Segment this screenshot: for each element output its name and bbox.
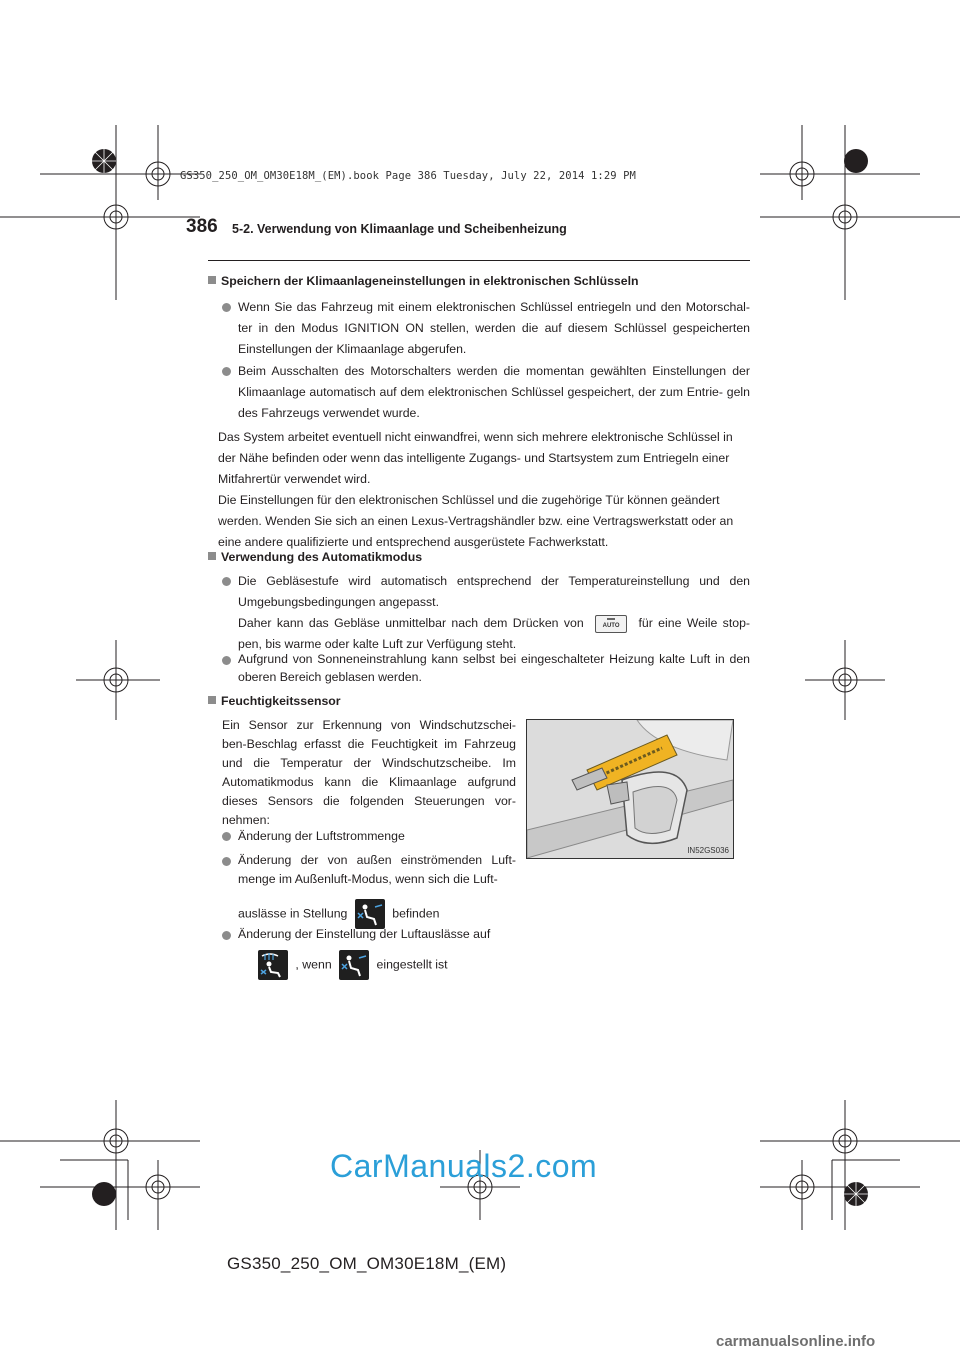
watermark-carmanuals2: CarManuals2.com (330, 1148, 598, 1184)
footer-code: GS350_250_OM_OM30E18M_(EM) (227, 1254, 507, 1273)
auto-label: AUTO (602, 622, 620, 629)
list-item (222, 571, 750, 655)
header-divider (208, 260, 750, 261)
watermark-carmanualsonline: carmanualsonline.info (716, 1333, 876, 1350)
heading-auto-mode (208, 550, 422, 564)
list-item (222, 361, 750, 424)
list-item-text (222, 571, 750, 655)
list-item (222, 650, 750, 686)
list-item-text (222, 925, 516, 980)
heading-text: Speichern der Klimaanlageneinstellungen in elektronischen Schlüsseln (221, 274, 639, 288)
auto-button-icon (595, 615, 627, 633)
bullet-icon (222, 303, 231, 312)
bullet-icon (222, 367, 231, 376)
sensor-intro: Ein Sensor zur Erkennung von Windschutzschei- ben-Beschlag erfasst die Feuchtigkeit im Fahrzeug und die Temperatur der Windschutzscheibe. Im Automatikmodus kann die Klimaanlage aufgrund dieses Sensors die folgenden Steuerungen vor- nehmen: (222, 718, 516, 827)
heading-text: Verwendung des Automatikmodus (221, 550, 423, 564)
list-item (222, 297, 750, 360)
bullet-text: Daher kann das Gebläse unmittelbar nach dem Drücken von (238, 616, 584, 630)
list-item (222, 925, 516, 980)
sensor-drawing (527, 720, 733, 858)
foot-vent-mode-icon (339, 950, 369, 980)
humidity-sensor-illustration (526, 719, 734, 859)
list-item (222, 851, 516, 929)
square-bullet-icon (208, 696, 216, 704)
section-title: 5-2. Verwendung von Klimaanlage und Scheibenheizung (232, 222, 567, 236)
paragraph: Das System arbeitet eventuell nicht einwandfrei, wenn sich mehrere elektronische Schlüssel in der Nähe befinden oder wenn das intelligente Zugangs- und Startsystem zum Entriegeln einer Mitfahrertür verwendet wird. (218, 430, 733, 486)
heading-humidity-sensor (208, 694, 341, 708)
bullet-text: Änderung der Einstellung der Luftauslässe auf (238, 927, 491, 941)
bullet-text: Änderung der von außen einströmenden Luft- menge im Außenluft-Modus, wenn sich die Luft- (238, 853, 516, 886)
bullet-icon (222, 577, 231, 586)
square-bullet-icon (208, 552, 216, 560)
list-item-text: Aufgrund von Sonneneinstrahlung kann selbst bei eingeschalteter Heizung kalte Luft in den oberen Bereich geblasen werden. (238, 652, 750, 684)
heading-text: Feuchtigkeitssensor (221, 694, 341, 708)
bullet-icon (222, 931, 231, 940)
list-item-text: Wenn Sie das Fahrzeug mit einem elektronischen Schlüssel entriegeln und den Motorschal- ter in den Modus IGNITION ON stellen, werden die auf diesem Schlüssel gespeicherten Einstellungen der Klimaanlage abgerufen. (238, 300, 750, 356)
bullet-icon (222, 832, 231, 841)
list-item-text: Änderung der Luftstrommenge (238, 829, 405, 843)
image-caption: IN52GS036 (687, 846, 729, 855)
list-item-text (222, 851, 516, 929)
bullet-text: befinden (392, 906, 440, 921)
bullet-text: eingestellt ist (376, 957, 448, 972)
note-paragraphs (218, 427, 750, 553)
square-bullet-icon (208, 276, 216, 284)
list-item (222, 826, 516, 847)
heading-key-settings (208, 274, 639, 288)
bullet-icon (222, 656, 231, 665)
foot-windshield-mode-icon (258, 950, 288, 980)
list-item-text: Beim Ausschalten des Motorschalters werden die momentan gewählten Einstellungen der Klimaanlage automatisch auf dem elektronischen Schlüssel gespeichert, der zum Entrie- geln des Fahrzeugs verwendet wurde. (238, 364, 750, 420)
bullet-text: auslässe in Stellung (238, 906, 348, 921)
page-number: 386 (186, 216, 218, 237)
bullet-text: für eine Weile stop- pen, bis warme oder kalte Luft zur Verfügung steht. (238, 616, 751, 651)
bullet-text: Die Gebläsestufe wird automatisch entsprechend der Temperatureinstellung und den Umgebungsbedingungen angepasst. (238, 574, 750, 609)
paragraph: Die Einstellungen für den elektronischen Schlüssel und die zugehörige Tür können geändert werden. Wenden Sie sich an einen Lexus-Vertragshändler bzw. eine Vertragswerkstatt oder an eine andere qualifizierte und entsprechend ausgerüstete Fachwerkstatt. (218, 493, 734, 549)
bullet-text: , wenn (295, 957, 332, 972)
print-stamp: GS350_250_OM_OM30E18M_(EM).book Page 386 Tuesday, July 22, 2014 1:29 PM (180, 170, 636, 182)
bullet-icon (222, 857, 231, 866)
